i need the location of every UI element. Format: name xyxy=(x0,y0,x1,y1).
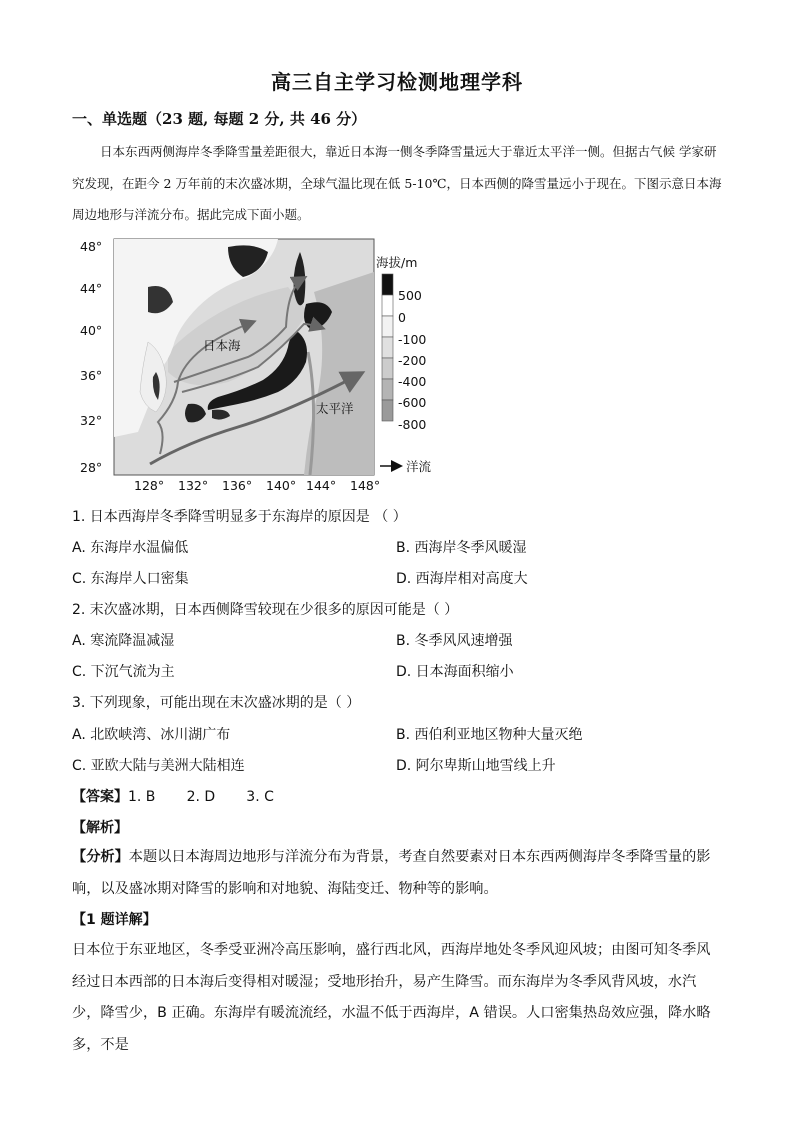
legend-title: 海拔/m xyxy=(376,255,418,270)
detail-text: 日本位于东亚地区，冬季受亚洲冷高压影响，盛行西北风，西海岸地处冬季风迎风坡；由图可知冬季风经过日本西部的日本海后变得相对暖湿；受地形抬升，易产生降雪。而东海岸为冬季风背风坡，水汽少，降雪少，B 正确。东海岸有暖流流经，水温不低于西海岸，A 错误。人口密集热岛效应强，降水略多，不是 xyxy=(72,942,711,1053)
sea-label: 日本海 xyxy=(203,338,241,353)
lat-label: 44° xyxy=(80,281,103,296)
lon-label: 144° xyxy=(306,478,337,493)
analysis-paragraph xyxy=(72,842,722,905)
legend-value: 500 xyxy=(398,288,422,303)
section-heading: 一、单选题（23 题, 每题 2 分, 共 46 分） xyxy=(72,110,367,128)
analysis-heading: 【分析】 xyxy=(72,849,129,865)
intro-paragraph: 日本东西两侧海岸冬季降雪量差距很大，靠近日本海一侧冬季降雪量远大于靠近太平洋一侧。但据古气候 学家研究发现，在距今 2 万年前的末次盛冰期，全球气温比现在低 5-10℃，日本西侧的降雪量远小于现在。下图示意日本海周边地形与洋流分布。据此完成下面小题。 xyxy=(72,144,722,222)
ocean-label: 太平洋 xyxy=(316,401,354,416)
question-3-option-c[interactable]: C. 亚欧大陆与美洲大陆相连 xyxy=(72,758,245,774)
answer-value: 1. B 2. D 3. C xyxy=(128,789,274,805)
answer-line xyxy=(72,786,274,806)
lat-label: 48° xyxy=(80,239,103,254)
question-2-option-b[interactable]: B. 冬季风风速增强 xyxy=(396,633,513,649)
lat-label: 36° xyxy=(80,368,103,383)
lon-label: 148° xyxy=(350,478,381,493)
legend-swatch xyxy=(382,358,393,379)
legend-value: -800 xyxy=(398,417,427,432)
question-2-option-d[interactable]: D. 日本海面积缩小 xyxy=(396,664,514,680)
current-legend-label: 洋流 xyxy=(406,459,432,474)
question-3-option-a[interactable]: A. 北欧峡湾、冰川湖广布 xyxy=(72,727,231,743)
question-2-stem: 2. 末次盛冰期，日本西侧降雪较现在少很多的原因可能是（ ） xyxy=(72,602,459,618)
question-1-option-d[interactable]: D. 西海岸相对高度大 xyxy=(396,571,528,587)
lat-label: 28° xyxy=(80,460,103,475)
question-1-option-b[interactable]: B. 西海岸冬季风暖湿 xyxy=(396,540,527,556)
detail-label: 【1 题详解】 xyxy=(72,912,157,928)
question-2-option-a[interactable]: A. 寒流降温减湿 xyxy=(72,633,175,649)
question-3-option-b[interactable]: B. 西伯利亚地区物种大量灭绝 xyxy=(396,727,583,743)
question-1-stem: 1. 日本西海岸冬季降雪明显多于东海岸的原因是 （ ） xyxy=(72,509,407,525)
lon-label: 132° xyxy=(178,478,209,493)
legend-swatch xyxy=(382,337,393,358)
legend-swatch xyxy=(382,274,393,295)
question-3-stem: 3. 下列现象，可能出现在末次盛冰期的是（ ） xyxy=(72,695,361,711)
lat-label: 40° xyxy=(80,323,103,338)
legend-value: -100 xyxy=(398,332,427,347)
legend-value: -600 xyxy=(398,395,427,410)
analysis-text: 本题以日本海周边地形与洋流分布为背景，考查自然要素对日本东西两侧海岸冬季降雪量的影响，以及盛冰期对降雪的影响和对地貌、海陆变迁、物种等的影响。 xyxy=(72,849,711,897)
legend-swatch xyxy=(382,379,393,400)
question-2-option-c[interactable]: C. 下沉气流为主 xyxy=(72,664,175,680)
question-3-option-d[interactable]: D. 阿尔卑斯山地雪线上升 xyxy=(396,758,556,774)
analysis-label: 【解析】 xyxy=(72,820,128,836)
lon-label: 140° xyxy=(266,478,297,493)
lon-label: 128° xyxy=(134,478,165,493)
legend-swatch xyxy=(382,400,393,421)
legend-swatch xyxy=(382,316,393,337)
lat-label: 32° xyxy=(80,413,103,428)
legend-value: -400 xyxy=(398,374,427,389)
legend-swatch xyxy=(382,295,393,316)
question-1-option-a[interactable]: A. 东海岸水温偏低 xyxy=(72,540,189,556)
page-title: 高三自主学习检测地理学科 xyxy=(271,70,523,94)
lon-label: 136° xyxy=(222,478,253,493)
answer-label: 【答案】 xyxy=(72,789,128,805)
legend-value: 0 xyxy=(398,310,406,325)
japan-sea-map xyxy=(78,232,438,500)
question-1-option-c[interactable]: C. 东海岸人口密集 xyxy=(72,571,189,587)
legend-value: -200 xyxy=(398,353,427,368)
